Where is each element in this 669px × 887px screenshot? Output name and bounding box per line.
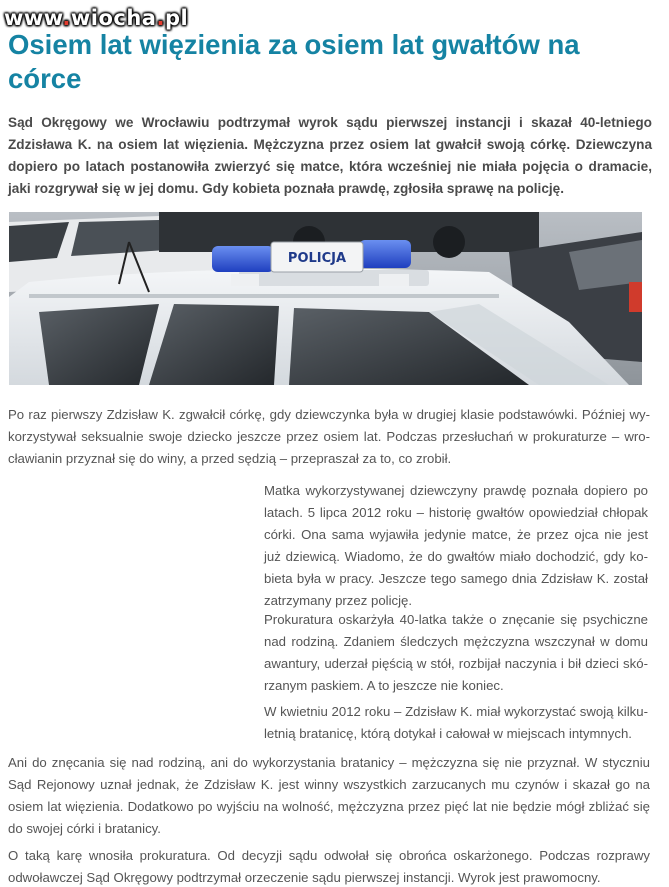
watermark-www: www bbox=[4, 6, 63, 30]
article-paragraph-3: Prokuratura oskarżyła 40-latka także o znęcanie się psychiczne nad rodziną. Zdaniem śledczych mężczyzna wszczynał w domu awantury, uderzał pięścią w stół, rozbijał naczynia i bił dzieci skórzanym paskiem. A to jeszcze nie koniec. bbox=[264, 612, 648, 693]
article-lead: Sąd Okręgowy we Wrocławiu podtrzymał wyrok sądu pierwszej instancji i skazał 40-letniego Zdzisława K. na osiem lat więzienia. Mężczyzna przez osiem lat gwałcił swoją córkę. Dziewczyna dopiero po latach postanowiła zwierzyć się matce, która wcześniej nie miała pojęcia o dramacie, jaki rozgrywał się w jej domu. Gdy kobieta poznała prawdę, zgłosiła sprawę na policję. bbox=[8, 115, 652, 196]
watermark-tld: pl bbox=[164, 6, 189, 30]
article-paragraph-4: W kwietniu 2012 roku – Zdzisław K. miał wykorzystać swoją kilkuletnią bratanicę, którą dotykał i całował w miejscach intymnych. bbox=[264, 704, 648, 741]
article-photo bbox=[9, 212, 642, 385]
police-car-illustration bbox=[9, 212, 642, 385]
article-paragraph-5: Ani do znęcania się nad rodziną, ani do wykorzystania bratanicy – mężczyzna się nie przyznał. W styczniu Sąd Rejonowy uznał jednak, że Zdzisław K. jest winny wszystkich zarzucanych mu czynów i skazał go na osiem lat więzienia. Dodatkowo po wyjściu na wolność, mężczyzna przez pięć lat nie będzie mógł zbliżać się do swojej córki i bratanicy. bbox=[8, 755, 650, 836]
watermark-dot-2: . bbox=[156, 6, 165, 30]
article-paragraph-2: Matka wykorzystywanej dziewczyny prawdę poznała dopiero po latach. 5 lipca 2012 roku – historię gwałtów opowiedział chłopak córki. Ona sama wyjawiła jedynie matce, że przez ojca nie jest już dziewicą. Wiadomo, że do gwałtów miało dochodzić, gdy kobieta była w pracy. Jeszcze tego samego dnia Zdzisław K. został zatrzymany przez policję. bbox=[264, 483, 648, 608]
watermark-name: wiocha bbox=[70, 6, 157, 30]
police-sign-text: POLICJA bbox=[287, 251, 347, 266]
article-title: Osiem lat więzienia za osiem lat gwałtów na córce bbox=[8, 29, 580, 94]
watermark-dot: . bbox=[62, 6, 71, 30]
article-paragraph-6: O taką karę wnosiła prokuratura. Od decyzji sądu odwołał się obrońca oskarżonego. Podczas rozprawy odwoławczej Sąd Okręgowy podtrzymał orzeczenie sądu pierwszej instancji. Wyrok jest prawomocny. bbox=[8, 848, 650, 885]
site-watermark bbox=[4, 6, 188, 30]
article-paragraph-1: Po raz pierwszy Zdzisław K. zgwałcił córkę, gdy dziewczynka była w drugiej klasie podstawówki. Później wykorzystywał seksualnie swoje dziecko jeszcze przez osiem lat. Podczas przesłuchań w prokuraturze – wrocławianin przyznał się do winy, a przed sędzią – przepraszał za to, co zrobił. bbox=[8, 407, 650, 466]
